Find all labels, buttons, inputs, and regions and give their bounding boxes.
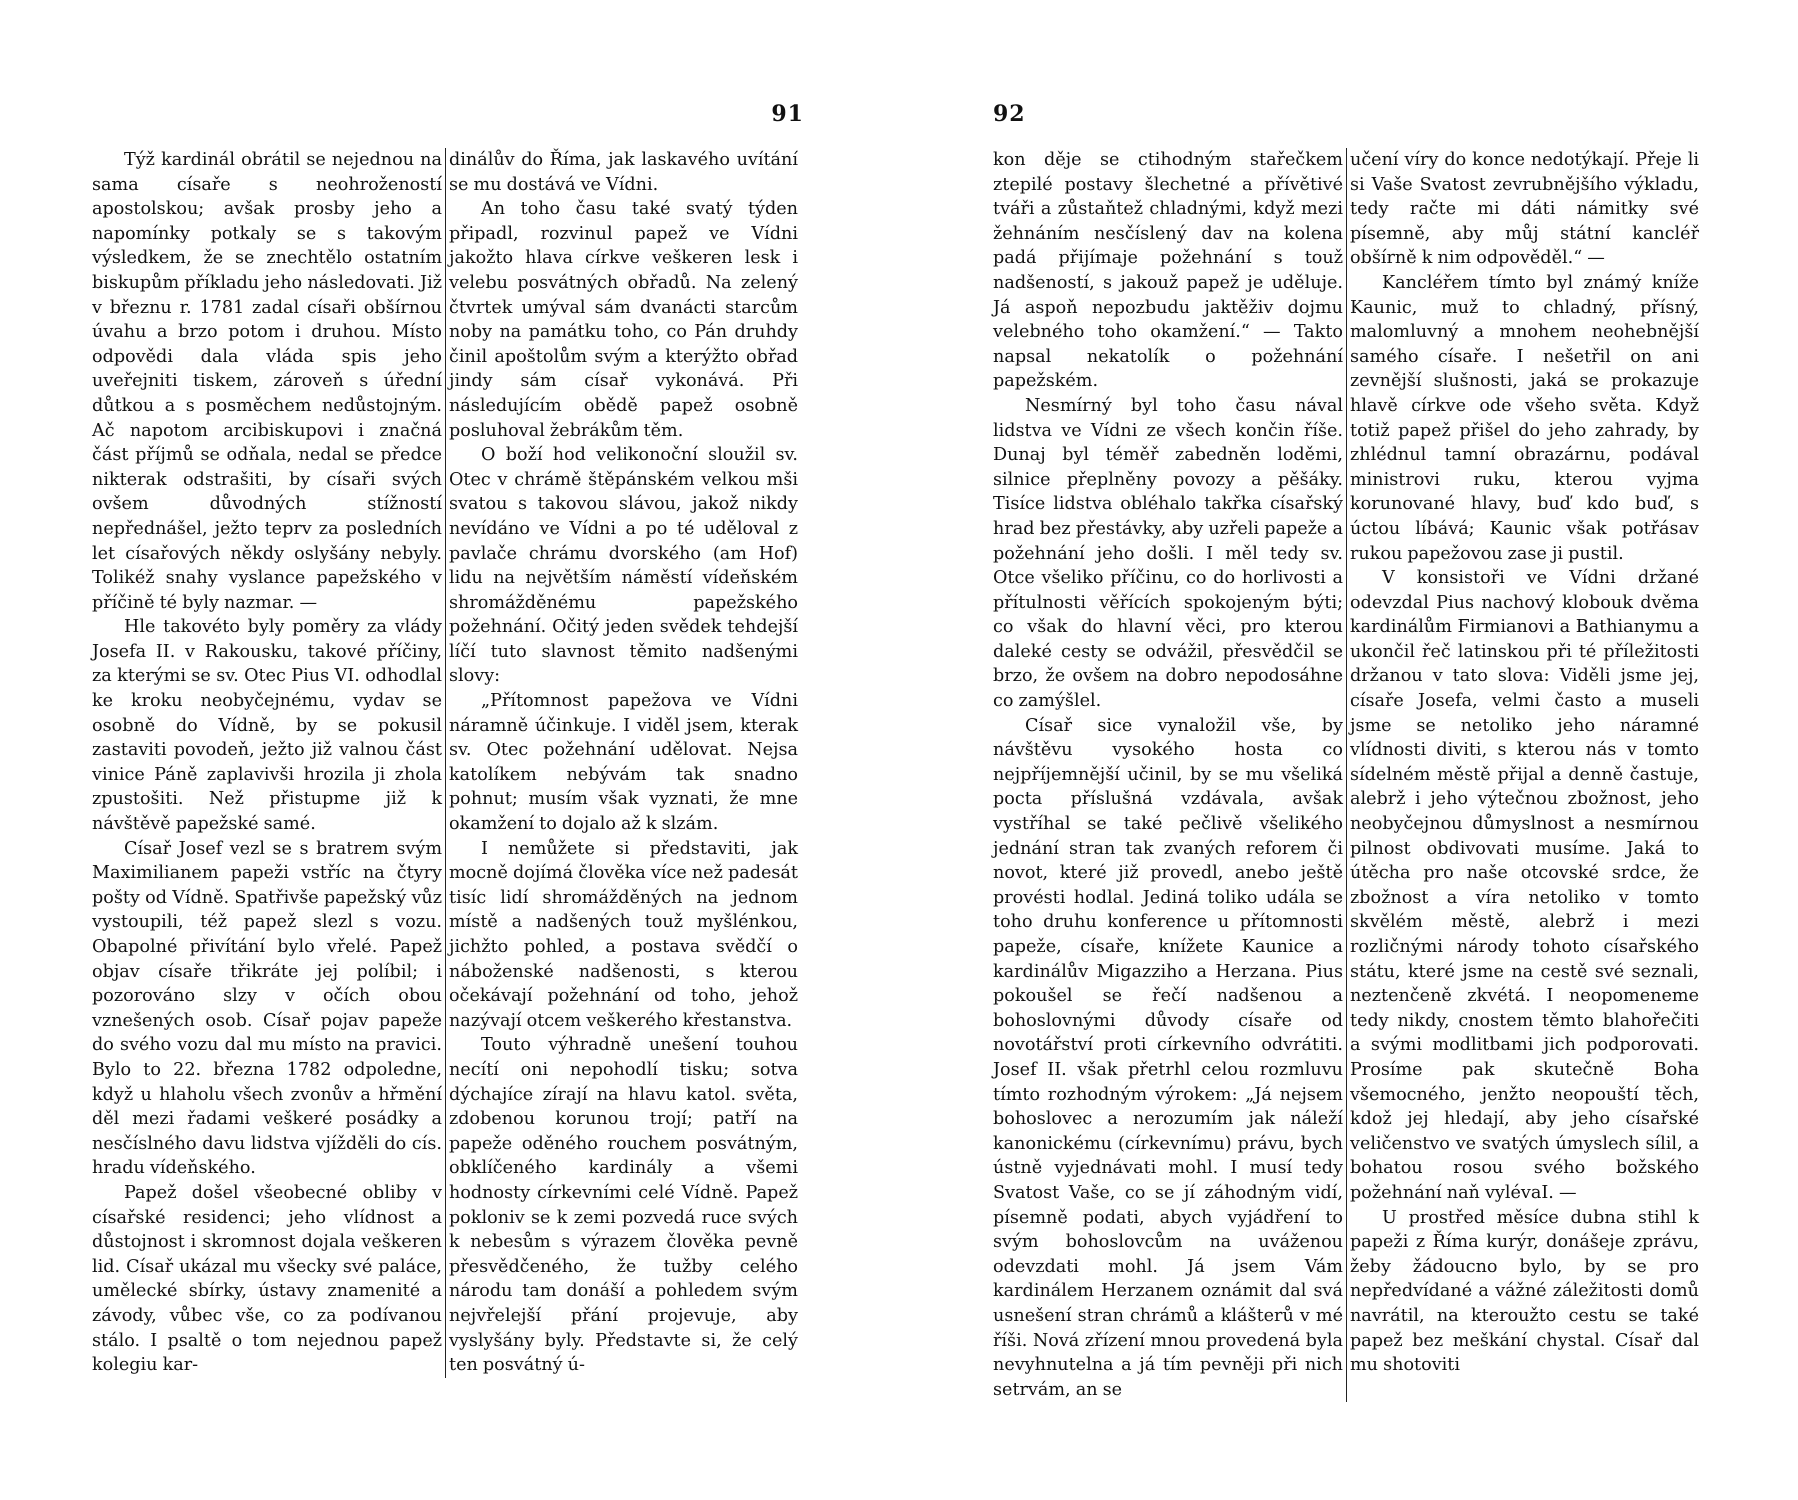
page-91 bbox=[92, 0, 804, 1500]
paragraph: O boží hod velikonoční sloužil sv. Otec v chrámě štěpánském velkou mši svatou s takovou slávou, jakož nikdy nevídáno ve Vídni a po té uděloval z pavlače chrámu dvorského (am Hof) lidu na největším náměstí vídeňském shromážděnému papežského požehnání. Očitý jeden svědek tehdejší líčí tuto slavnost těmito nadšenými slovy: bbox=[449, 445, 798, 687]
paragraph: „Přítomnost papežova ve Vídni náramně účinkuje. I viděl jsem, kterak sv. Otec požehnání udělovat. Nejsa katolíkem nebývám tak snadno pohnut; musím však vyznati, že mne okamžení to dojalo až k slzám. bbox=[449, 691, 798, 835]
text-column-left bbox=[92, 148, 445, 1378]
paragraph: Kancléřem tímto byl známý kníže Kaunic, muž to chladný, přísný, malomluvný a mnohem neohebnější samého císaře. I nešetřil on ani zevnější slušnosti, jaká se prokazuje hlavě církve ode všeho světa. Když totiž papež přišel do jeho zahrady, by zhlédnul tamní obrazárnu, podával ministrovi ruku, kterou vyjma korunované hlavy, buď kdo buď, s úctou líbává; Kaunic však potřásav rukou papežovou zase ji pustil. bbox=[1350, 272, 1699, 564]
paragraph: An toho času také svatý týden připadl, rozvinul papež ve Vídni jakožto hlava církve veškeren lesk i velebu posvátných obřadů. Na zelený čtvrtek umýval sám dvanácti starcům noby na památku toho, co Pán druhdy činil apoštolům svým a kterýžto obřad jindy sám císař vykonává. Při následujícím obědě papež osobně posluhoval žebrákům těm. bbox=[449, 199, 798, 441]
text-columns bbox=[92, 148, 804, 1378]
paragraph: učení víry do konce nedotýkají. Přeje li si Vaše Svatost zevrubnějšího výkladu, tedy račte mi dáti námitky své písemně, aby můj státní kancléř obšírně k nim odpověděl.“ — bbox=[1350, 150, 1699, 269]
text-column-left bbox=[993, 148, 1346, 1402]
paragraph: Císař sice vynaložil vše, by návštěvu vysokého hosta co nejpříjemnější učinil, by se mu všeliká pocta příslušná vzdávala, avšak vystříhal se také pečlivě všelikého jednání stran tak zvaných reforem či novot, které již provedl, anebo ještě provésti hodlal. Jediná toliko udála se toho druhu konference u přítomnosti papeže, císaře, knížete Kaunice a kardinálův Migazziho a Herzana. Pius pokoušel se řečí nadšenou a bohoslovnými důvody císaře od novotářství proti církevního odvrátiti. Josef II. však přetrhl celou rozmluvu tímto rozhodným výrokem: „Já nejsem bohoslovec a nerozumím jak náleží kanonickému (církevnímu) právu, bych ústně vyjednávati mohl. I musí tedy Svatost Vaše, co se jí záhodným vidí, písemně podati, abych vyjádření to svým bohoslovcům na uváženou odevzdati mohl. Já jsem Vám kardinálem Herzanem oznámit dal svá usnešení stran chrámů a klášterů v mé říši. Nová zřízení mnou provedená byla nevyhnutelna a já tím pevněji při nich setrvám, an se bbox=[993, 715, 1343, 1400]
paragraph: U prostřed měsíce dubna stihl k papeži z Říma kurýr, donášeje zprávu, žeby žádoucno bylo, by se pro nepředvídané a vážné záležitosti domů navrátil, na kteroužto cestu se také papež bez meškání chystal. Císař dal mu shotoviti bbox=[1350, 1207, 1699, 1376]
paragraph: I nemůžete si představiti, jak mocně dojímá člověka více než padesát tisíc lidí shromážděných na jednom místě a nadšených touž myšlénkou, jichžto pohled, a postava svědčí o náboženské nadšenosti, s kterou očekávají požehnání od toho, jehož nazývají otcem veškerého křestanstva. bbox=[449, 838, 798, 1031]
paragraph: Hle takovéto byly poměry za vlády Josefa II. v Rakousku, takové příčiny, za kterými se sv. Otec Pius VI. odhodlal ke kroku neobyčejnému, vydav se osobně do Vídně, by se pokusil zastaviti povodeň, ježto již valnou část vinice Páně zaplavivši hrozila ji zhola zpustošiti. Než přistupme již k návštěvě papežské samé. bbox=[92, 617, 442, 835]
paragraph: Touto výhradně unešení touhou necítí oni nepohodlí tisku; sotva dýchajíce zírají na hlavu katol. světa, zdobenou korunou trojí; patří na papeže oděného rouchem posvátným, obklíčeného kardinály a všemi hodnosty církevními celé Vídně. Papež pokloniv se k zemi pozvedá ruce svých k nebesům s výrazem člověka pevně přesvědčeného, že tužby celého národu tam donáší a pohledem svým nejvřelejší přání projevuje, aby vyslyšány byly. Představte si, že celý ten posvátný ú- bbox=[449, 1035, 798, 1376]
paragraph: Císař Josef vezl se s bratrem svým Maximilianem papeži vstříc na čtyry pošty od Vídně. Spatřivše papežský vůz vystoupili, též papež slezl s vozu. Obapolné přivítání bylo vřelé. Papež objav císaře třikráte jej políbil; i pozorováno slzy v očích obou vznešených osob. Císař pojav papeže do svého vozu dal mu místo na pravici. Bylo to 22. března 1782 odpoledne, když u hlaholu všech zvonův a hřmění děl mezi řadami veškeré posádky a nesčíslného davu lidstva vjížděli do cís. hradu vídeňského. bbox=[92, 838, 442, 1179]
paragraph: Nesmírný byl toho času nával lidstva ve Vídni ze všech končin říše. Dunaj byl téměř zabedněn loděmi, silnice přeplněny povozy a pěšáky. Tisíce lidstva obléhalo takřka císařský hrad bez přestávky, aby uzřeli papeže a požehnání jeho došli. I měl tedy sv. Otce všeliko příčinu, co do horlivosti a přítulnosti věřících spokojeným býti; co však do hlavní věci, pro kterou daleké cesty se odvážil, přesvědčil se brzo, že ovšem na dobro nepodosáhne co zamýšlel. bbox=[993, 395, 1343, 712]
text-column-right bbox=[445, 148, 798, 1378]
page-number: 92 bbox=[993, 101, 1026, 127]
page-number: 91 bbox=[771, 101, 804, 127]
paragraph: Týž kardinál obrátil se nejednou na sama císaře s neohrožeností apostolskou; avšak prosby jeho a napomínky potkaly se s takovým výsledkem, že se znechtělo ostatním biskupům příkladu jeho následovati. Již v březnu r. 1781 zadal císaři obšírnou úvahu a brzo potom i druhou. Místo odpovědi dala vláda spis jeho uveřejniti tiskem, zároveň s úřední důtkou a s posměchem nedůstojným. Ač napotom arcibiskupovi i značná část příjmů se odňala, nedal se předce nikterak odstrašiti, by císaři svých ovšem důvodných stížností nepřednášel, ježto teprv za posledních let císařových někdy oslyšány nebyly. Tolikéž snahy vyslance papežského v příčině té byly nazmar. — bbox=[92, 150, 442, 613]
paragraph: Papež došel všeobecné obliby v císařské residenci; jeho vlídnost a důstojnost i skromnost dojala veškeren lid. Císař ukázal mu všecky své paláce, umělecké sbírky, ústavy znamenité a závody, vůbec vše, co za podívanou stálo. I psaltě o tom nejednou papež kolegiu kar- bbox=[92, 1182, 442, 1376]
text-column-right bbox=[1346, 148, 1699, 1402]
paragraph: dinálův do Říma, jak laskavého uvítání se mu dostává ve Vídni. bbox=[449, 150, 798, 195]
paragraph: V konsistoři ve Vídni držané odevzdal Pius nachový klobouk dvěma kardinálům Firmianovi a Bathianymu a ukončil řeč latinskou při té příležitosti držanou v tato slova: Viděli jsme jej, císaře Josefa, velmi často a museli jsme se netoliko jeho náramné vlídnosti diviti, s kterou nás v tomto sídelném městě přijal a denně častuje, alebrž i jeho výtečnou zbožnost, jeho neobyčejnou důmyslnost a nesmírnou pilnost obdivovati musíme. Jaká to útěcha pro naše otcovské srdce, že zbožnost a víra netoliko v tomto skvělém městě, alebrž i mezi rozličnými národy tohoto císařského státu, které jsme na cestě své seznali, neztenčeně zkvétá. I neopomeneme tedy nikdy, cnostem těmto blahořečiti a svými modlitbami jich podporovati. Prosíme pak skutečně Boha všemocného, jenžto neopouští těch, kdož jej hledají, aby jeho císařské veličenstvo ve svatých úmyslech sílil, a bohatou rosou svého božského požehnání naň vylévaI. — bbox=[1350, 568, 1699, 1203]
text-columns bbox=[993, 148, 1705, 1402]
paragraph: kon děje se ctihodným stařečkem ztepilé postavy šlechetné a přívětivé tváři a zůstaňtež chladnými, když mezi žehnáním nesčíslený dav na kolena padá přijímaje požehnání s touž nadšeností, s jakouž papež je uděluje. Já aspoň nepozbudu jaktěživ dojmu velebného toho okamžení.“ — Takto napsal nekatolík o požehnání papežském. bbox=[993, 150, 1343, 392]
page-92 bbox=[993, 0, 1705, 1500]
